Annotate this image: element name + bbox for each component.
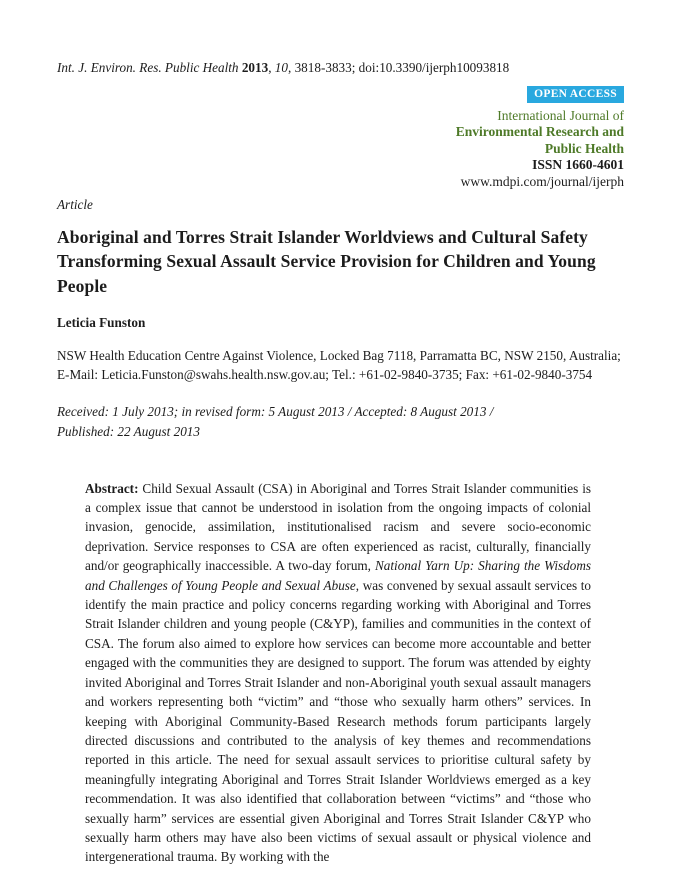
citation-separator: , bbox=[268, 60, 275, 75]
publication-history-line1: Received: 1 July 2013; in revised form: 5 August 2013 / Accepted: 8 August 2013 / bbox=[57, 404, 494, 420]
affiliation-text-post: ; Tel.: +61-02-9840-3735; Fax: +61-02-9840-3754 bbox=[325, 366, 593, 382]
article-title: Aboriginal and Torres Strait Islander Worldviews and Cultural Safety Transforming Sexual Assault Service Provision for Children and Young People bbox=[57, 227, 596, 296]
abstract-forum-title: National Yarn Up: Sharing the Wisdoms and Challenges of Young People and Sexual Abuse bbox=[85, 558, 591, 593]
journal-website-row bbox=[57, 174, 624, 190]
journal-issn: ISSN 1660-4601 bbox=[532, 157, 624, 173]
article-type-label: Article bbox=[57, 197, 93, 213]
citation-line bbox=[57, 60, 624, 76]
affiliation-paragraph bbox=[57, 346, 624, 384]
abstract-label: Abstract: bbox=[85, 480, 139, 496]
citation-pages-doi: , 3818-3833; doi:10.3390/ijerph10093818 bbox=[287, 60, 510, 75]
publication-history bbox=[57, 402, 624, 442]
citation-volume: 10 bbox=[274, 60, 288, 75]
journal-name-line3: Public Health bbox=[544, 140, 624, 156]
publication-history-line2: Published: 22 August 2013 bbox=[57, 423, 200, 439]
journal-name-line2: Environmental Research and bbox=[455, 124, 624, 140]
author-email-link[interactable]: Leticia.Funston@swahs.health.nsw.gov.au bbox=[101, 366, 326, 382]
author-name: Leticia Funston bbox=[57, 314, 146, 330]
citation-journal-abbrev: Int. J. Environ. Res. Public Health bbox=[57, 60, 242, 75]
abstract-paragraph bbox=[85, 479, 591, 867]
abstract-text-part2: , was convened by sexual assault services to identify the main practice and policy concerns regarding working with Aboriginal and Torres Strait Islander children and young people (C&YP), families and communities in the context of CSA. The forum also aimed to explore how services can become more accountable and better engaged with the communities they are designed to support. The forum was attended by eighty invited Aboriginal and Torres Strait Islander and non-Aboriginal youth sexual assault managers and workers representing both “victim” and “those who sexually harm others” services. In keeping with Aboriginal Community-Based Research methods forum participants largely directed discussions and contributed to the analysis of key themes and recommendations reported in this article. The need for sexual assault services to prioritise cultural safety by meaningfully integrating Aboriginal and Torres Strait Islander Worldviews emerged as a key recommendation. It was also identified that collaboration between “victims” and “those who sexually harm” services are essential given Aboriginal and Torres Strait Islander C&YP who sexually harm others may have also been victims of sexual assault or physical violence and intergenerational trauma. By working with the bbox=[85, 577, 591, 865]
open-access-row bbox=[57, 84, 624, 103]
affiliation-text-pre: NSW Health Education Centre Against Violence, Locked Bag 7118, Parramatta BC, NSW 2150, Australia; E-Mail: bbox=[57, 347, 621, 382]
journal-masthead bbox=[57, 108, 624, 190]
abstract-text-part1: Child Sexual Assault (CSA) in Aboriginal and Torres Strait Islander communities is a complex issue that cannot be understood in isolation from the ongoing impacts of colonial invasion, genocide, assimilation, institutionalised racism and severe socio-economic deprivation. Service responses to CSA are often experienced as racist, culturally, financially and/or geographically inaccessible. A two-day forum, bbox=[85, 480, 591, 574]
journal-website-link[interactable]: www.mdpi.com/journal/ijerph bbox=[460, 173, 624, 189]
open-access-badge: OPEN ACCESS bbox=[527, 86, 624, 103]
citation-year: 2013 bbox=[241, 60, 269, 75]
journal-name-line1: International Journal of bbox=[497, 108, 624, 123]
